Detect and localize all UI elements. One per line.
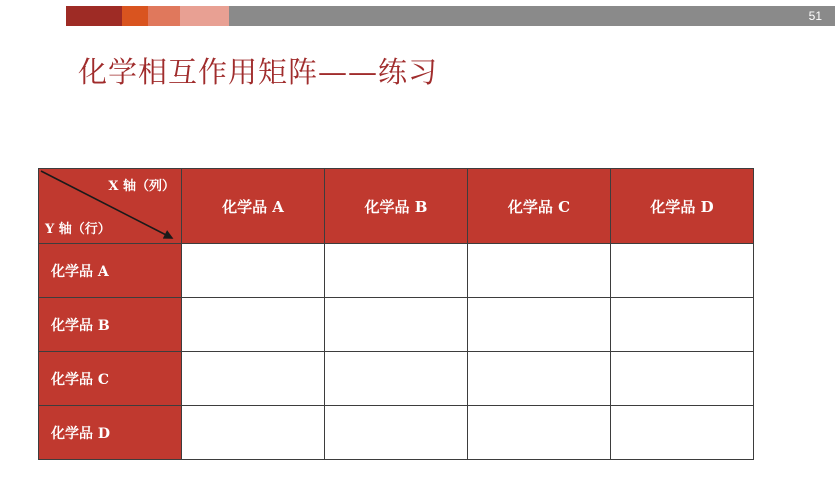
cell-b-c[interactable] [468,298,611,352]
cell-b-a[interactable] [182,298,325,352]
cell-c-a[interactable] [182,352,325,406]
row-header-d: 化学品 D [39,406,182,460]
column-header-d: 化学品 D [611,169,754,244]
matrix-x-axis-label: X 轴（列） [108,179,175,194]
decorative-top-bar [0,6,835,26]
table-row [39,352,754,406]
table-row [39,406,754,460]
chemical-interaction-matrix [38,168,754,460]
bar-segment-gray [229,6,835,26]
column-header-b: 化学品 B [325,169,468,244]
table-header-row [39,169,754,244]
page-title: 化学相互作用矩阵——练习 [78,55,439,89]
cell-a-c[interactable] [468,244,611,298]
bar-segment-salmon [148,6,180,26]
row-header-a: 化学品 A [39,244,182,298]
row-header-c: 化学品 C [39,352,182,406]
row-header-b: 化学品 B [39,298,182,352]
column-header-a: 化学品 A [182,169,325,244]
cell-c-b[interactable] [325,352,468,406]
matrix-y-axis-label: Y 轴（行） [45,222,111,237]
cell-b-b[interactable] [325,298,468,352]
table-row [39,244,754,298]
matrix-table-wrapper [38,168,754,460]
cell-d-d[interactable] [611,406,754,460]
cell-a-d[interactable] [611,244,754,298]
cell-c-c[interactable] [468,352,611,406]
bar-segment-dark-red [66,6,122,26]
column-header-c: 化学品 C [468,169,611,244]
cell-d-b[interactable] [325,406,468,460]
cell-d-a[interactable] [182,406,325,460]
cell-a-b[interactable] [325,244,468,298]
slide-number: 51 [808,9,822,23]
cell-a-a[interactable] [182,244,325,298]
cell-b-d[interactable] [611,298,754,352]
bar-segment-white [0,6,66,26]
cell-d-c[interactable] [468,406,611,460]
bar-segment-pink [180,6,229,26]
matrix-corner-cell [39,169,182,244]
bar-segment-orange [122,6,148,26]
table-row [39,298,754,352]
cell-c-d[interactable] [611,352,754,406]
